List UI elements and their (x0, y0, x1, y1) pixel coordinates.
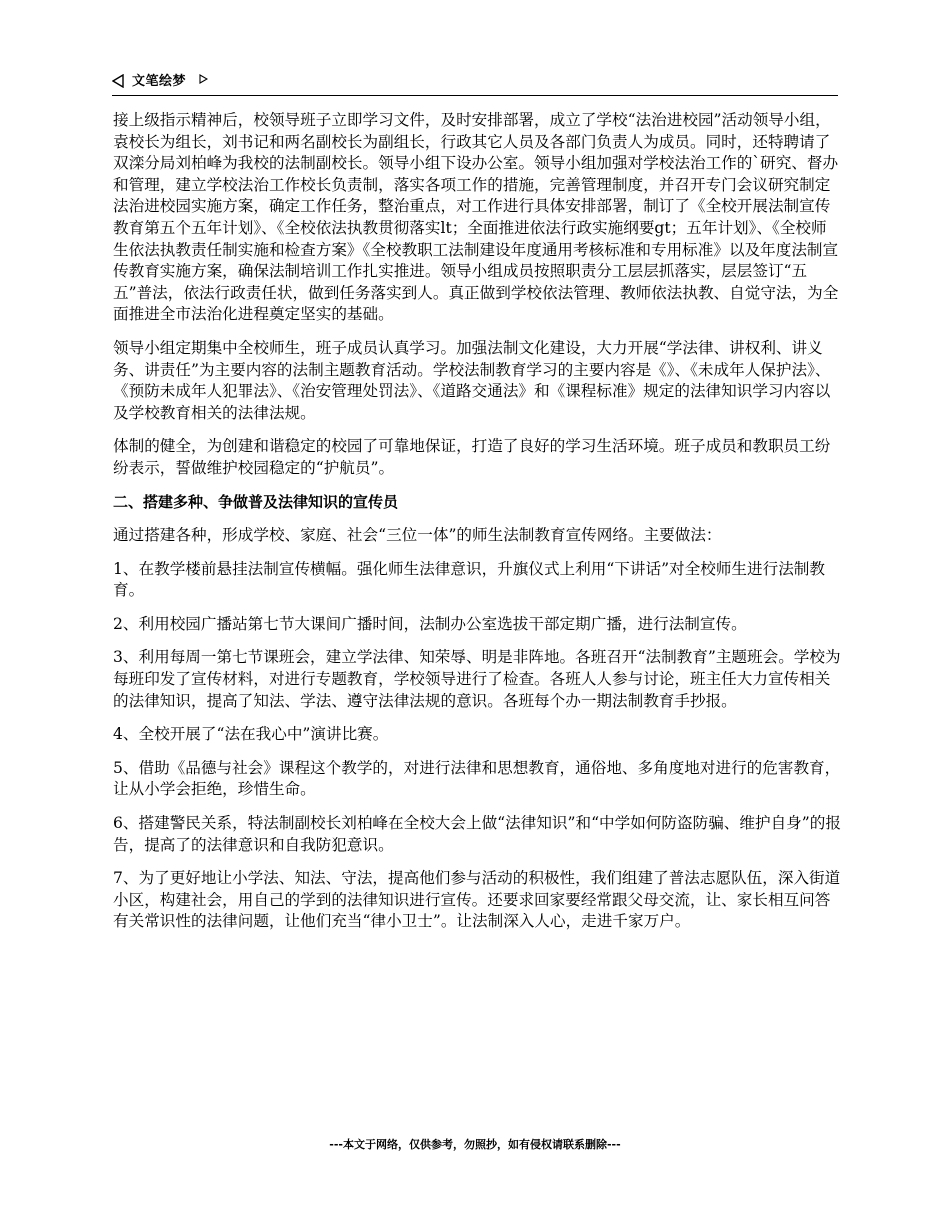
list-item-1: 1、在教学楼前悬挂法制宣传横幅。强化师生法律意识，升旗仪式上利用“下讲话”对全校师生进行法制教育。 (113, 559, 825, 600)
paragraph-intro: 通过搭建各种，形成学校、家庭、社会“三位一体”的师生法制教育宣传网络。主要做法： (113, 526, 722, 545)
list-item-6: 6、搭建警民关系，特法制副校长刘柏峰在全校大会上做“法律知识”和“中学如何防盗防骗、维护自身”的报告，提高了的法律意识和自我防犯意识。 (113, 814, 841, 854)
logo-text: 文笔绘梦 (132, 74, 187, 89)
page-footer: ---本文于网络，仅供参考，勿照抄，如有侵权请联系删除--- (329, 1138, 621, 1151)
list-item-3: 3、利用每周一第七节课班会，建立学法律、知荣辱、明是非阵地。各班召开“法制教育”主题班会。学校为每班印发了宣传材料，对进行专题教育，学校领导进行了检查。各班人人参与讨论，班主任大力宣传相关的法律知识，提高了知法、学法、遵守法律法规的意识。各班每个办一期法制教育手抄报。 (113, 648, 841, 710)
paragraph-1: 接上级指示精神后，校领导班子立即学习文件，及时安排部署，成立了学校“法治进校园”活动领导小组，袁校长为组长，刘书记和两名副校长为副组长，行政其它人员及各部门负责人为成员。同时，还特聘请了双滦分局刘柏峰为我校的法制副校长。领导小组下设办公室。领导小组加强对学校法治工作的`研究、督办和管理，建立学校法治工作校长负责制，落实各项工作的措施，完善管理制度，并召开专门会议研究制定法治进校园实施方案，确定工作任务，整治重点，对工作进行具体安排部署，制订了《全校开展法制宣传教育第五个五年计划》、《全校依法执教贯彻落实lt；全面推进依法行政实施纲要gt；五年计划》、《全校师生依法执教责任制实施和检查方案》《全校教职工法制建设年度通用考核标准和专用标准》以及年度法制宣传教育实施方案，确保法制培训工作扎实推进。领导小组成员按照职责分工层层抓落实，层层签订“五五”普法，依法行政责任状，做到任务落实到人。真正做到学校依法管理、教师依法执教、自觉守法，为全面推进全市法治化进程奠定坚实的基础。 (113, 111, 839, 324)
list-item-2: 2、利用校园广播站第七节大课间广播时间，法制办公室选拔干部定期广播，进行法制宣传。 (113, 614, 747, 633)
section-heading: 二、搭建多种、争做普及法律知识的宣传员 (113, 492, 399, 511)
document-body (113, 110, 841, 945)
list-item-5: 5、借助《品德与社会》课程这个教学的，对进行法律和思想教育，通俗地、多角度地对进行的危害教育，让从小学会拒绝，珍惜生命。 (113, 758, 841, 799)
paragraph-2: 领导小组定期集中全校师生，班子成员认真学习。加强法制文化建设，大力开展“学法律、讲权利、讲义务、讲责任”为主要内容的法制主题教育活动。学校法制教育学习的主要内容是《》、《未成年人保护法》、《预防未成年人犯罪法》、《治安管理处罚法》、《道路交通法》和《课程标准》规定的法律知识学习内容以及学校教育相关的法律法规。 (113, 338, 831, 422)
list-item-4: 4、全校开展了“法在我心中”演讲比赛。 (113, 725, 389, 744)
right-triangle-outline-icon (199, 74, 208, 84)
page-header (112, 71, 838, 96)
paragraph-3: 体制的健全，为创建和谐稳定的校园了可靠地保证，打造了良好的学习生活环境。班子成员和教职员工纷纷表示，誓做维护校园稳定的“护航员”。 (113, 437, 831, 477)
left-triangle-outline-icon (112, 74, 124, 88)
list-item-7: 7、为了更好地让小学法、知法、守法，提高他们参与活动的积极性，我们组建了普法志愿队伍，深入街道小区，构建社会，用自己的学到的法律知识进行宣传。还要求回家要经常跟父母交流，让、家长相互问答有关常识性的法律问题，让他们充当“律小卫士”。让法制深入人心，走进千家万户。 (113, 869, 841, 931)
